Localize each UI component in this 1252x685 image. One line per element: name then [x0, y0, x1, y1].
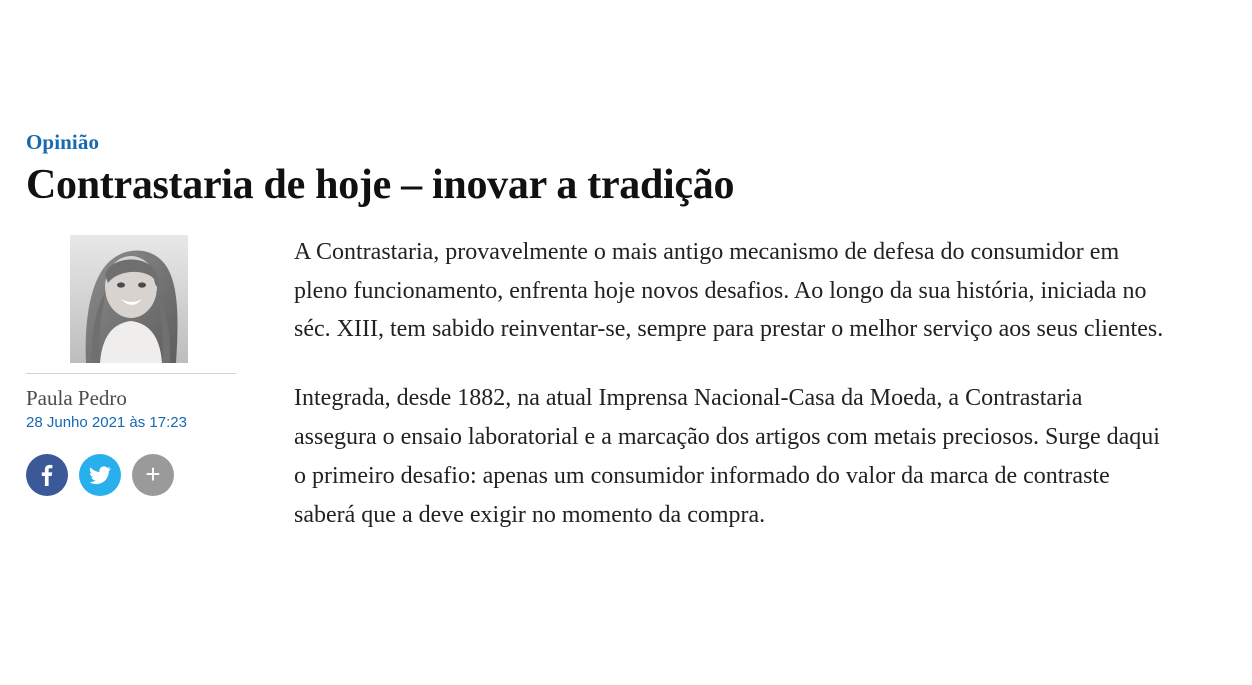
- article-body-grid: [26, 233, 1206, 535]
- article-timestamp: 28 Junho 2021 às 17:23: [26, 413, 187, 431]
- share-more-button[interactable]: [132, 454, 174, 496]
- avatar: [70, 235, 188, 363]
- share-buttons: [26, 454, 208, 496]
- article-kicker[interactable]: Opinião: [26, 130, 100, 154]
- article-paragraph: Integrada, desde 1882, na atual Imprensa Nacional-Casa da Moeda, a Contrastaria assegura o ensaio laboratorial e a marcação dos artigos com metais preciosos. Surge daqui o primeiro desafio: apenas um consumidor informado do valor da marca de contraste saberá que a deve exigir no momento da compra.: [294, 385, 1160, 528]
- facebook-icon: [41, 464, 53, 486]
- share-twitter-button[interactable]: [79, 454, 121, 496]
- author-name: Paula Pedro: [26, 385, 127, 410]
- share-facebook-button[interactable]: [26, 454, 68, 496]
- article-paragraph: A Contrastaria, provavelmente o mais antigo mecanismo de defesa do consumidor em pleno funcionamento, enfrenta hoje novos desafios. Ao longo da sua história, iniciada no séc. XIII, tem sabido reinventar-se, sempre para prestar o melhor serviço aos seus clientes.: [294, 238, 1164, 343]
- plus-icon: +: [145, 459, 161, 490]
- article-text-column: [236, 233, 1166, 535]
- twitter-icon: [89, 466, 111, 485]
- page-title: Contrastaria de hoje – inovar a tradição: [26, 162, 735, 209]
- byline-divider: [26, 373, 236, 374]
- article-container: [26, 130, 1206, 535]
- byline-column: [26, 233, 236, 497]
